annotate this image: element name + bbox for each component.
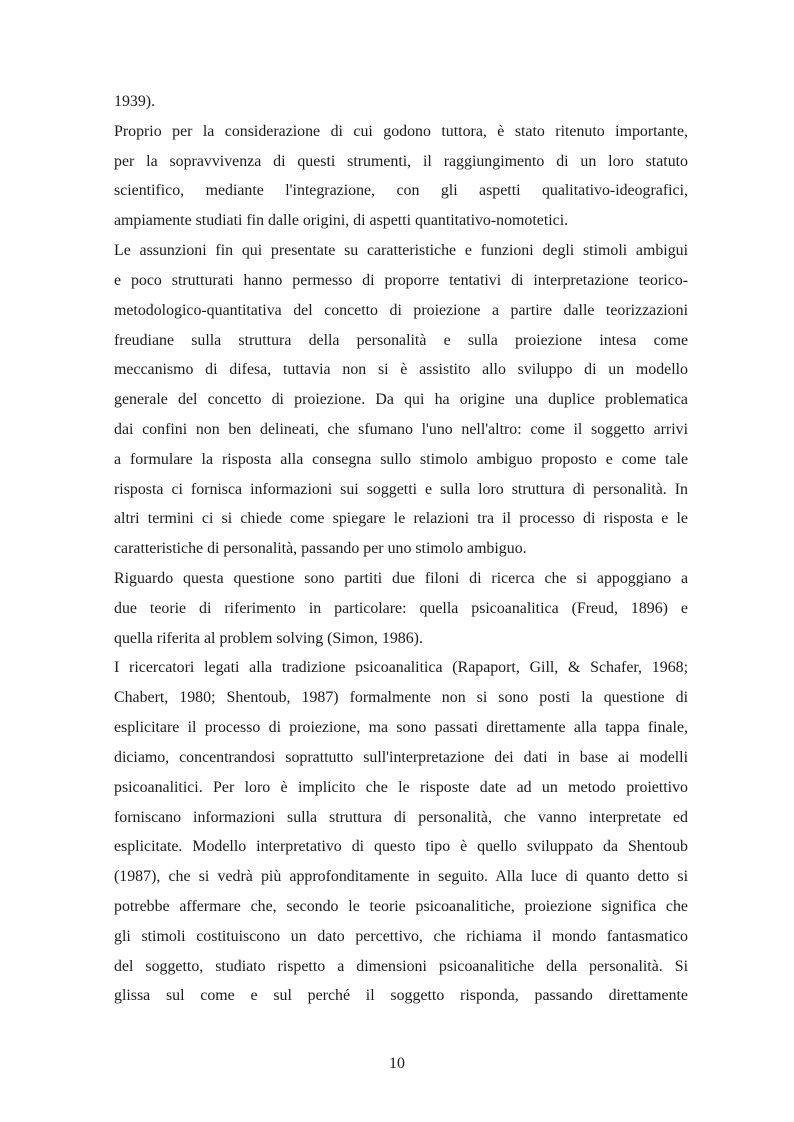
text-line: forniscano informazioni sulla struttura di personalità, che vanno interpretate ed	[114, 808, 688, 826]
text-line: metodologico-quantitativa del concetto di proiezione a partire dalle teorizzazioni	[114, 301, 688, 319]
text-line: scientifico, mediante l'integrazione, con gli aspetti qualitativo-ideografici,	[114, 182, 688, 200]
text-line: a formulare la risposta alla consegna sullo stimolo ambiguo proposto e come tale	[114, 450, 688, 468]
text-line: freudiane sulla struttura della personalità e sulla proiezione intesa come	[114, 331, 688, 349]
text-line: (1987), che si vedrà più approfonditamente in seguito. Alla luce di quanto detto si	[114, 868, 688, 886]
text-line: esplicitate. Modello interpretativo di questo tipo è quello sviluppato da Shentoub	[114, 838, 688, 856]
text-line: risposta ci fornisca informazioni sui soggetti e sulla loro struttura di personalità. In	[114, 480, 688, 498]
text-line: ampiamente studiati fin dalle origini, di aspetti quantitativo-nomotetici.	[114, 212, 569, 230]
text-line: Le assunzioni fin qui presentate su caratteristiche e funzioni degli stimoli ambigui	[114, 242, 688, 260]
text-line: quella riferita al problem solving (Simon, 1986).	[114, 629, 423, 647]
text-line: Chabert, 1980; Shentoub, 1987) formalmente non si sono posti la questione di	[114, 689, 688, 707]
page-number: 10	[389, 1055, 405, 1072]
text-line: generale del concetto di proiezione. Da qui ha origine una duplice problematica	[114, 391, 688, 409]
text-line: dai confini non ben delineati, che sfumano l'uno nell'altro: come il soggetto arrivi	[114, 420, 688, 438]
body-text	[114, 87, 688, 1011]
text-line: esplicitare il processo di proiezione, ma sono passati direttamente alla tappa finale,	[114, 719, 688, 737]
text-line: e poco strutturati hanno permesso di proporre tentativi di interpretazione teorico-	[114, 271, 688, 289]
text-line: I ricercatori legati alla tradizione psicoanalitica (Rapaport, Gill, & Schafer, 1968;	[114, 659, 688, 677]
text-line: caratteristiche di personalità, passando per uno stimolo ambiguo.	[114, 540, 527, 558]
text-line: del soggetto, studiato rispetto a dimensioni psicoanalitiche della personalità. Si	[114, 957, 688, 975]
text-line: meccanismo di difesa, tuttavia non si è assistito allo sviluppo di un modello	[114, 361, 688, 379]
text-line: Riguardo questa questione sono partiti due filoni di ricerca che si appoggiano a	[114, 570, 688, 587]
text-line: due teorie di riferimento in particolare: quella psicoanalitica (Freud, 1896) e	[114, 599, 688, 617]
text-line: altri termini ci si chiede come spiegare le relazioni tra il processo di risposta e le	[114, 510, 688, 528]
text-line: Proprio per la considerazione di cui godono tuttora, è stato ritenuto importante,	[114, 122, 688, 140]
text-line: per la sopravvivenza di questi strumenti, il raggiungimento di un loro statuto	[114, 152, 688, 170]
text-line: diciamo, concentrandosi soprattutto sull'interpretazione dei dati in base ai modelli	[114, 748, 688, 766]
text-line: psicoanalitici. Per loro è implicito che le risposte date ad un metodo proiettivo	[114, 778, 688, 796]
text-line: potrebbe affermare che, secondo le teorie psicoanalitiche, proiezione significa che	[114, 897, 688, 915]
text-line: glissa sul come e sul perché il soggetto risponda, passando direttamente	[114, 987, 688, 1005]
text-line: gli stimoli costituiscono un dato percettivo, che richiama il mondo fantasmatico	[114, 927, 688, 945]
text-line: 1939).	[114, 93, 156, 110]
